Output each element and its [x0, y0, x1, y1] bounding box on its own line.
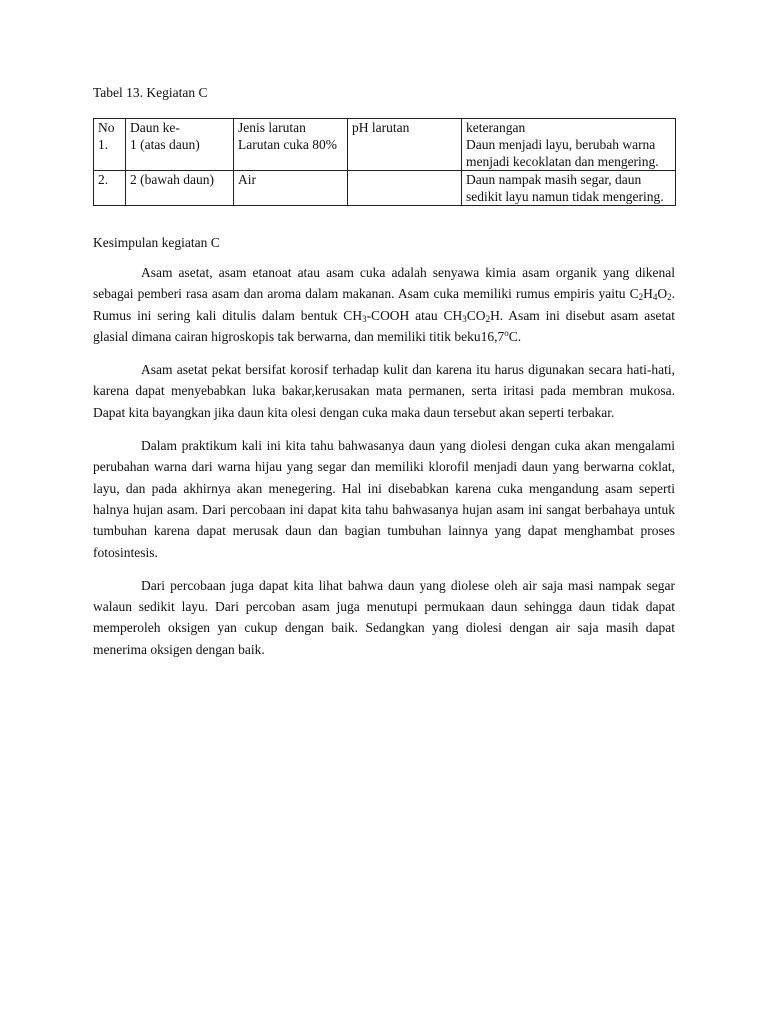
paragraph-3: Dalam praktikum kali ini kita tahu bahwasanya daun yang diolesi dengan cuka akan mengalami perubahan warna dari warna hijau yang segar dan memiliki klorofil menjadi daun yang berwarna coklat, layu, dan pada akhirnya akan menegering. Hal ini disebabkan karena cuka mengandung asam seperti halnya hujan asam. Dari percobaan ini dapat kita tahu bahwasanya hujan asam ini sangat berbahaya untuk tumbuhan karena dapat merusak daun dan bagian tumbuhan lainnya yang dapat menghambat proses fotosintesis.	[93, 438, 675, 560]
header-ph-larutan: pH larutan	[348, 119, 462, 137]
cell-jenis-larutan: Air	[234, 171, 348, 206]
cell-daun-ke: 1 (atas daun)	[126, 136, 234, 171]
cell-jenis-larutan: Larutan cuka 80%	[234, 136, 348, 171]
table-caption: Tabel 13. Kegiatan C	[93, 85, 208, 100]
document-page	[93, 84, 675, 672]
header-keterangan: keterangan	[462, 119, 676, 137]
paragraph-2: Asam asetat pekat bersifat korosif terhadap kulit dan karena itu harus digunakan secara hati-hati, karena dapat menyebabkan luka bakar,kerusakan mata permanen, serta iritasi pada membran mukosa. Dapat kita bayangkan jika daun kita olesi dengan cuka maka daun tersebut akan seperti terbakar.	[93, 362, 675, 420]
cell-keterangan: Daun menjadi layu, berubah warna menjadi kecoklatan dan mengering.	[462, 136, 676, 171]
cell-ph-larutan	[348, 136, 462, 171]
results-table	[93, 118, 676, 206]
cell-keterangan: Daun nampak masih segar, daun sedikit layu namun tidak mengering.	[462, 171, 676, 206]
conclusion-heading: Kesimpulan kegiatan C	[93, 235, 220, 250]
paragraph-1: Asam asetat, asam etanoat atau asam cuka adalah senyawa kimia asam organik yang dikenal sebagai pemberi rasa asam dan aroma dalam makanan. Asam cuka memiliki rumus empiris yaitu $C_2H_4O_2$. Rumus ini sering kali ditulis dalam bentuk $CH_3$-COOH atau $CH_3CO_2H$. Asam ini disebut asam asetat glasial dimana cairan higroskopis tak berwarna, dan memiliki titik beku16,7$^o$C.	[93, 265, 675, 344]
table-header-row	[94, 119, 676, 137]
cell-ph-larutan	[348, 171, 462, 206]
cell-no: 1.	[94, 136, 126, 171]
header-daun-ke: Daun ke-	[126, 119, 234, 137]
cell-daun-ke: 2 (bawah daun)	[126, 171, 234, 206]
table-row	[94, 171, 676, 206]
header-jenis-larutan: Jenis larutan	[234, 119, 348, 137]
cell-no: 2.	[94, 171, 126, 206]
table-row	[94, 136, 676, 171]
header-no: No	[94, 119, 126, 137]
paragraph-4: Dari percobaan juga dapat kita lihat bahwa daun yang diolese oleh air saja masi nampak segar walaun sedikit layu. Dari percoban asam juga menutupi permukaan daun sehingga daun tidak dapat memperoleh oksigen yan cukup dengan baik. Sedangkan yang diolesi dengan air saja masih dapat menerima oksigen dengan baik.	[93, 577, 675, 657]
